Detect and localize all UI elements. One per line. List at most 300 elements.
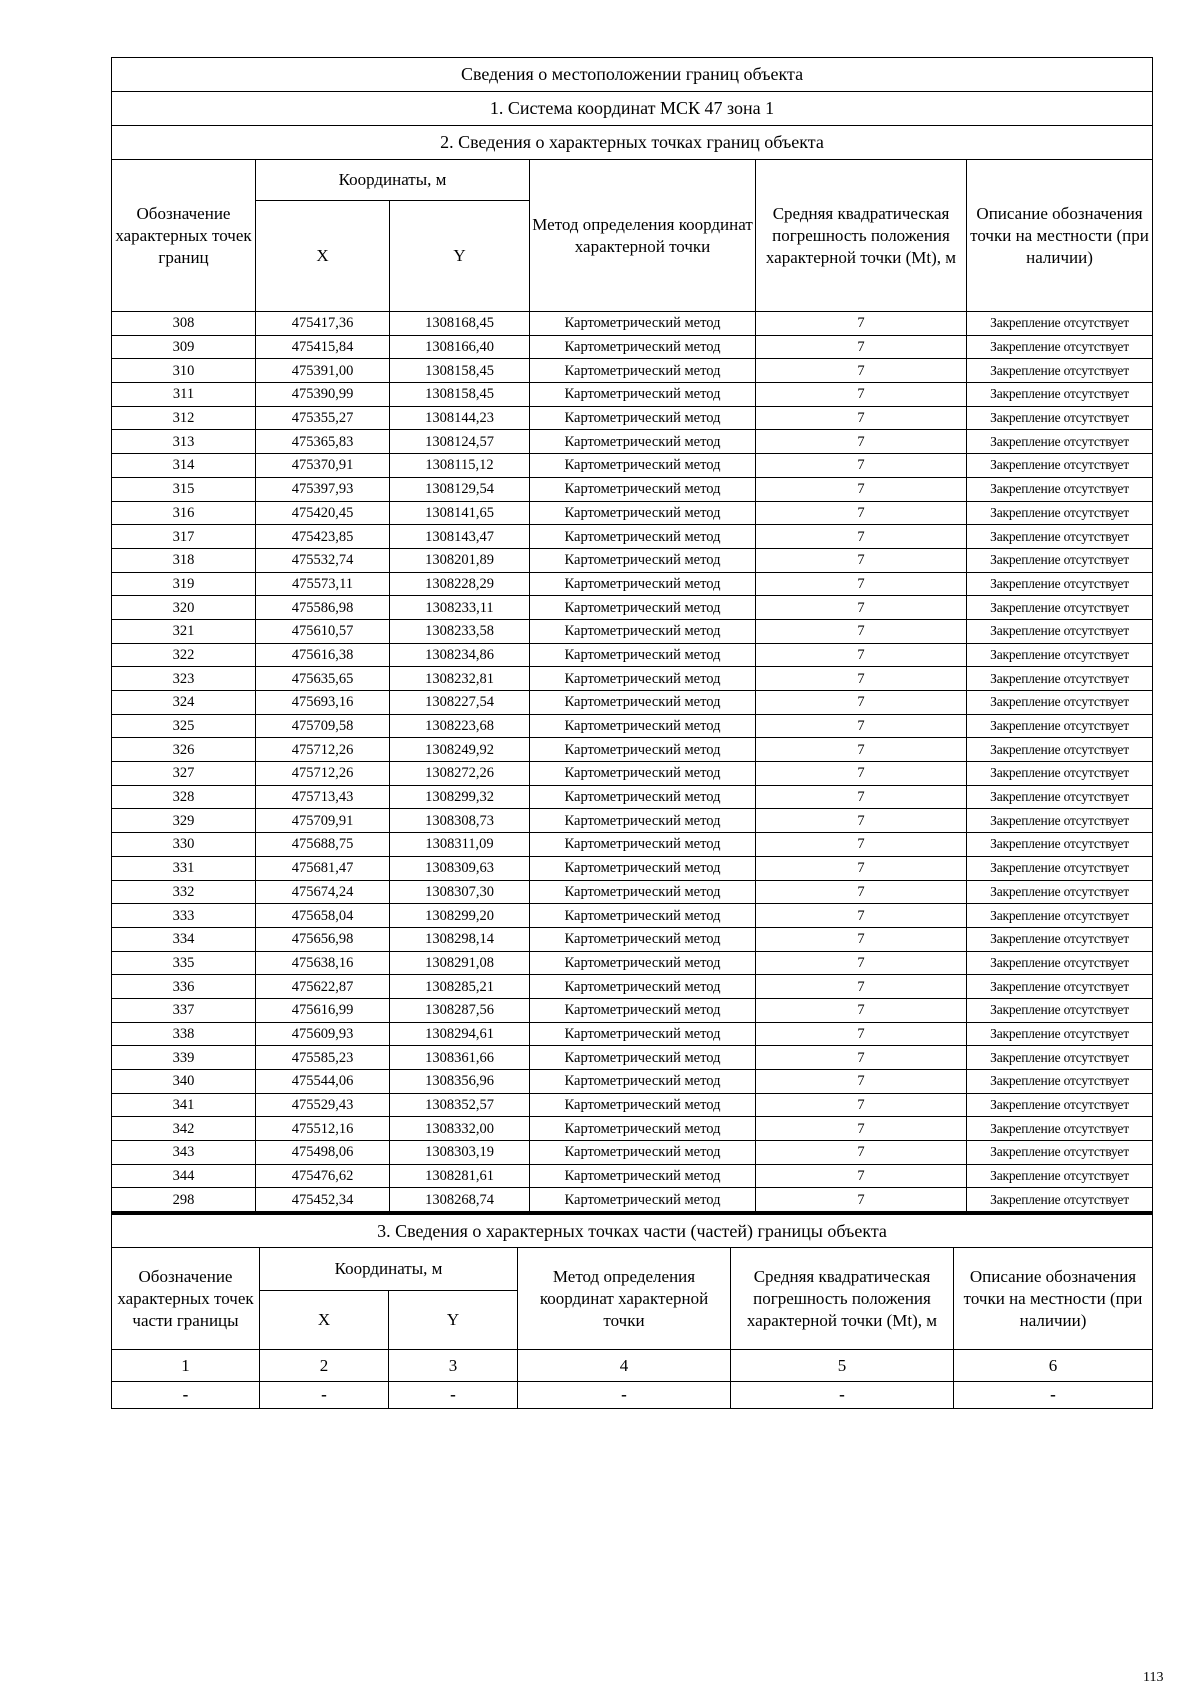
- empty-cell: -: [731, 1382, 954, 1409]
- table-row: [112, 1070, 1153, 1094]
- cell-y-coordinate: 1308227,54: [390, 691, 530, 715]
- document-sheet: [111, 57, 1152, 1409]
- cell-y-coordinate: 1308232,81: [390, 667, 530, 691]
- cell-y-coordinate: 1308201,89: [390, 548, 530, 572]
- empty-cell: -: [518, 1382, 731, 1409]
- cell-description: Закрепление отсутствует: [967, 312, 1153, 336]
- cell-method: Картометрический метод: [530, 1164, 756, 1188]
- cell-error-value: 7: [756, 880, 967, 904]
- cell-description: Закрепление отсутствует: [967, 904, 1153, 928]
- cell-y-coordinate: 1308158,45: [390, 383, 530, 407]
- cell-description: Закрепление отсутствует: [967, 856, 1153, 880]
- cell-point-id: 330: [112, 833, 256, 857]
- cell-point-id: 343: [112, 1141, 256, 1165]
- cell-description: Закрепление отсутствует: [967, 1093, 1153, 1117]
- cell-y-coordinate: 1308303,19: [390, 1141, 530, 1165]
- cell-method: Картометрический метод: [530, 1093, 756, 1117]
- table-row: [112, 927, 1153, 951]
- cell-x-coordinate: 475391,00: [256, 359, 390, 383]
- column-number: 3: [389, 1350, 518, 1382]
- cell-description: Закрепление отсутствует: [967, 335, 1153, 359]
- cell-error-value: 7: [756, 809, 967, 833]
- cell-y-coordinate: 1308166,40: [390, 335, 530, 359]
- cell-method: Картометрический метод: [530, 856, 756, 880]
- table-row: [112, 691, 1153, 715]
- cell-description: Закрепление отсутствует: [967, 454, 1153, 478]
- cell-x-coordinate: 475609,93: [256, 1022, 390, 1046]
- cell-method: Картометрический метод: [530, 477, 756, 501]
- table-row: [112, 359, 1153, 383]
- cell-method: Картометрический метод: [530, 738, 756, 762]
- cell-description: Закрепление отсутствует: [967, 1022, 1153, 1046]
- empty-cell: -: [954, 1382, 1153, 1409]
- cell-description: Закрепление отсутствует: [967, 785, 1153, 809]
- header-point: Обозначение характерных точек границ: [112, 160, 256, 312]
- cell-point-id: 298: [112, 1188, 256, 1212]
- cell-description: Закрепление отсутствует: [967, 643, 1153, 667]
- table-row: [112, 785, 1153, 809]
- cell-error-value: 7: [756, 1164, 967, 1188]
- cell-error-value: 7: [756, 1141, 967, 1165]
- cell-method: Картометрический метод: [530, 904, 756, 928]
- cell-x-coordinate: 475544,06: [256, 1070, 390, 1094]
- cell-x-coordinate: 475585,23: [256, 1046, 390, 1070]
- cell-method: Картометрический метод: [530, 691, 756, 715]
- cell-error-value: 7: [756, 596, 967, 620]
- table-row: [112, 880, 1153, 904]
- table-row: [112, 619, 1153, 643]
- cell-point-id: 313: [112, 430, 256, 454]
- table-row: [112, 1046, 1153, 1070]
- section-2-heading: 2. Сведения о характерных точках границ объекта: [112, 126, 1153, 160]
- table-row: [112, 406, 1153, 430]
- cell-description: Закрепление отсутствует: [967, 596, 1153, 620]
- cell-description: Закрепление отсутствует: [967, 667, 1153, 691]
- table-row: [112, 596, 1153, 620]
- cell-point-id: 341: [112, 1093, 256, 1117]
- cell-x-coordinate: 475573,11: [256, 572, 390, 596]
- cell-y-coordinate: 1308309,63: [390, 856, 530, 880]
- cell-x-coordinate: 475713,43: [256, 785, 390, 809]
- cell-error-value: 7: [756, 406, 967, 430]
- cell-description: Закрепление отсутствует: [967, 406, 1153, 430]
- cell-point-id: 322: [112, 643, 256, 667]
- cell-x-coordinate: 475397,93: [256, 477, 390, 501]
- cell-description: Закрепление отсутствует: [967, 548, 1153, 572]
- cell-error-value: 7: [756, 833, 967, 857]
- cell-y-coordinate: 1308268,74: [390, 1188, 530, 1212]
- header3-y: Y: [389, 1291, 518, 1350]
- table-row: [112, 1164, 1153, 1188]
- cell-y-coordinate: 1308168,45: [390, 312, 530, 336]
- cell-y-coordinate: 1308287,56: [390, 998, 530, 1022]
- column-number: 2: [260, 1350, 389, 1382]
- cell-error-value: 7: [756, 572, 967, 596]
- cell-point-id: 309: [112, 335, 256, 359]
- cell-method: Картометрический метод: [530, 1117, 756, 1141]
- cell-x-coordinate: 475532,74: [256, 548, 390, 572]
- header3-method: Метод определения координат характерной точки: [518, 1248, 731, 1350]
- cell-x-coordinate: 475610,57: [256, 619, 390, 643]
- cell-y-coordinate: 1308361,66: [390, 1046, 530, 1070]
- cell-error-value: 7: [756, 359, 967, 383]
- cell-y-coordinate: 1308299,20: [390, 904, 530, 928]
- cell-x-coordinate: 475390,99: [256, 383, 390, 407]
- cell-description: Закрепление отсутствует: [967, 1188, 1153, 1212]
- cell-x-coordinate: 475712,26: [256, 762, 390, 786]
- cell-description: Закрепление отсутствует: [967, 1164, 1153, 1188]
- cell-method: Картометрический метод: [530, 1070, 756, 1094]
- cell-description: Закрепление отсутствует: [967, 691, 1153, 715]
- cell-error-value: 7: [756, 762, 967, 786]
- column-number-row: [112, 1350, 1153, 1382]
- table-row: [112, 762, 1153, 786]
- document-title: Сведения о местоположении границ объекта: [112, 58, 1153, 92]
- cell-method: Картометрический метод: [530, 525, 756, 549]
- cell-error-value: 7: [756, 1117, 967, 1141]
- empty-data-row: [112, 1382, 1153, 1409]
- cell-error-value: 7: [756, 477, 967, 501]
- part-boundary-points-table: [111, 1212, 1153, 1409]
- cell-x-coordinate: 475452,34: [256, 1188, 390, 1212]
- table-row: [112, 312, 1153, 336]
- cell-point-id: 333: [112, 904, 256, 928]
- cell-description: Закрепление отсутствует: [967, 572, 1153, 596]
- cell-y-coordinate: 1308356,96: [390, 1070, 530, 1094]
- cell-method: Картометрический метод: [530, 667, 756, 691]
- points-table-body: [112, 312, 1153, 1212]
- cell-error-value: 7: [756, 975, 967, 999]
- cell-method: Картометрический метод: [530, 809, 756, 833]
- table-row: [112, 975, 1153, 999]
- cell-error-value: 7: [756, 927, 967, 951]
- cell-y-coordinate: 1308144,23: [390, 406, 530, 430]
- cell-error-value: 7: [756, 501, 967, 525]
- cell-method: Картометрический метод: [530, 454, 756, 478]
- cell-method: Картометрический метод: [530, 1022, 756, 1046]
- cell-y-coordinate: 1308228,29: [390, 572, 530, 596]
- table-row: [112, 714, 1153, 738]
- cell-point-id: 312: [112, 406, 256, 430]
- section-1-heading: 1. Система координат МСК 47 зона 1: [112, 92, 1153, 126]
- cell-description: Закрепление отсутствует: [967, 430, 1153, 454]
- cell-x-coordinate: 475635,65: [256, 667, 390, 691]
- cell-x-coordinate: 475616,38: [256, 643, 390, 667]
- table-row: [112, 667, 1153, 691]
- section-3-heading: 3. Сведения о характерных точках части (частей) границы объекта: [112, 1214, 1153, 1248]
- cell-error-value: 7: [756, 951, 967, 975]
- cell-x-coordinate: 475622,87: [256, 975, 390, 999]
- header3-coordinates: Координаты, м: [260, 1248, 518, 1291]
- table-row: [112, 643, 1153, 667]
- cell-error-value: 7: [756, 383, 967, 407]
- table-row: [112, 572, 1153, 596]
- cell-point-id: 314: [112, 454, 256, 478]
- table-row: [112, 1022, 1153, 1046]
- cell-x-coordinate: 475693,16: [256, 691, 390, 715]
- cell-method: Картометрический метод: [530, 501, 756, 525]
- cell-x-coordinate: 475709,58: [256, 714, 390, 738]
- table-row: [112, 904, 1153, 928]
- cell-y-coordinate: 1308223,68: [390, 714, 530, 738]
- empty-cell: -: [260, 1382, 389, 1409]
- cell-y-coordinate: 1308285,21: [390, 975, 530, 999]
- cell-x-coordinate: 475616,99: [256, 998, 390, 1022]
- cell-x-coordinate: 475365,83: [256, 430, 390, 454]
- cell-x-coordinate: 475355,27: [256, 406, 390, 430]
- cell-point-id: 344: [112, 1164, 256, 1188]
- header-description: Описание обозначения точки на местности (при наличии): [967, 160, 1153, 312]
- table-row: [112, 809, 1153, 833]
- cell-y-coordinate: 1308143,47: [390, 525, 530, 549]
- cell-y-coordinate: 1308307,30: [390, 880, 530, 904]
- table-row: [112, 998, 1153, 1022]
- header-y: Y: [390, 201, 530, 312]
- cell-error-value: 7: [756, 1093, 967, 1117]
- cell-point-id: 329: [112, 809, 256, 833]
- cell-description: Закрепление отсутствует: [967, 833, 1153, 857]
- cell-y-coordinate: 1308272,26: [390, 762, 530, 786]
- cell-x-coordinate: 475529,43: [256, 1093, 390, 1117]
- cell-method: Картометрический метод: [530, 714, 756, 738]
- table-row: [112, 951, 1153, 975]
- cell-point-id: 337: [112, 998, 256, 1022]
- cell-y-coordinate: 1308249,92: [390, 738, 530, 762]
- cell-method: Картометрический метод: [530, 572, 756, 596]
- header3-point: Обозначение характерных точек части границы: [112, 1248, 260, 1350]
- table-row: [112, 501, 1153, 525]
- cell-description: Закрепление отсутствует: [967, 1117, 1153, 1141]
- cell-method: Картометрический метод: [530, 619, 756, 643]
- table-row: [112, 430, 1153, 454]
- header-x: X: [256, 201, 390, 312]
- cell-x-coordinate: 475709,91: [256, 809, 390, 833]
- cell-point-id: 331: [112, 856, 256, 880]
- cell-point-id: 334: [112, 927, 256, 951]
- table-row: [112, 454, 1153, 478]
- cell-y-coordinate: 1308332,00: [390, 1117, 530, 1141]
- cell-method: Картометрический метод: [530, 975, 756, 999]
- cell-y-coordinate: 1308233,11: [390, 596, 530, 620]
- header3-x: X: [260, 1291, 389, 1350]
- table-row: [112, 856, 1153, 880]
- cell-description: Закрепление отсутствует: [967, 880, 1153, 904]
- header-method: Метод определения координат характерной точки: [530, 160, 756, 312]
- table-row: [112, 1093, 1153, 1117]
- cell-description: Закрепление отсутствует: [967, 1046, 1153, 1070]
- page-number: 113: [1143, 1670, 1164, 1685]
- cell-error-value: 7: [756, 714, 967, 738]
- cell-error-value: 7: [756, 454, 967, 478]
- cell-point-id: 318: [112, 548, 256, 572]
- cell-error-value: 7: [756, 904, 967, 928]
- cell-y-coordinate: 1308234,86: [390, 643, 530, 667]
- cell-error-value: 7: [756, 619, 967, 643]
- cell-x-coordinate: 475423,85: [256, 525, 390, 549]
- cell-method: Картометрический метод: [530, 998, 756, 1022]
- cell-method: Картометрический метод: [530, 406, 756, 430]
- cell-y-coordinate: 1308115,12: [390, 454, 530, 478]
- cell-error-value: 7: [756, 1188, 967, 1212]
- cell-point-id: 321: [112, 619, 256, 643]
- cell-description: Закрепление отсутствует: [967, 738, 1153, 762]
- cell-point-id: 317: [112, 525, 256, 549]
- cell-method: Картометрический метод: [530, 643, 756, 667]
- cell-error-value: 7: [756, 667, 967, 691]
- cell-x-coordinate: 475417,36: [256, 312, 390, 336]
- cell-error-value: 7: [756, 335, 967, 359]
- table-row: [112, 383, 1153, 407]
- cell-error-value: 7: [756, 1046, 967, 1070]
- cell-error-value: 7: [756, 691, 967, 715]
- header3-description: Описание обозначения точки на местности (при наличии): [954, 1248, 1153, 1350]
- table-row: [112, 833, 1153, 857]
- cell-x-coordinate: 475370,91: [256, 454, 390, 478]
- table-row: [112, 525, 1153, 549]
- cell-x-coordinate: 475476,62: [256, 1164, 390, 1188]
- cell-x-coordinate: 475712,26: [256, 738, 390, 762]
- cell-y-coordinate: 1308352,57: [390, 1093, 530, 1117]
- cell-point-id: 339: [112, 1046, 256, 1070]
- cell-y-coordinate: 1308308,73: [390, 809, 530, 833]
- cell-method: Картометрический метод: [530, 596, 756, 620]
- cell-error-value: 7: [756, 856, 967, 880]
- cell-point-id: 342: [112, 1117, 256, 1141]
- cell-description: Закрепление отсутствует: [967, 714, 1153, 738]
- cell-description: Закрепление отсутствует: [967, 383, 1153, 407]
- cell-x-coordinate: 475498,06: [256, 1141, 390, 1165]
- cell-method: Картометрический метод: [530, 1188, 756, 1212]
- cell-method: Картометрический метод: [530, 927, 756, 951]
- cell-point-id: 332: [112, 880, 256, 904]
- cell-method: Картометрический метод: [530, 383, 756, 407]
- cell-method: Картометрический метод: [530, 880, 756, 904]
- cell-y-coordinate: 1308298,14: [390, 927, 530, 951]
- cell-error-value: 7: [756, 548, 967, 572]
- cell-error-value: 7: [756, 643, 967, 667]
- cell-point-id: 323: [112, 667, 256, 691]
- cell-y-coordinate: 1308311,09: [390, 833, 530, 857]
- cell-x-coordinate: 475586,98: [256, 596, 390, 620]
- cell-description: Закрепление отсутствует: [967, 501, 1153, 525]
- table-row: [112, 1117, 1153, 1141]
- cell-y-coordinate: 1308158,45: [390, 359, 530, 383]
- cell-description: Закрепление отсутствует: [967, 762, 1153, 786]
- cell-point-id: 325: [112, 714, 256, 738]
- column-number: 5: [731, 1350, 954, 1382]
- cell-x-coordinate: 475638,16: [256, 951, 390, 975]
- cell-point-id: 311: [112, 383, 256, 407]
- cell-method: Картометрический метод: [530, 1141, 756, 1165]
- table-row: [112, 548, 1153, 572]
- cell-description: Закрепление отсутствует: [967, 998, 1153, 1022]
- cell-error-value: 7: [756, 525, 967, 549]
- boundary-points-table: [111, 57, 1153, 1212]
- header-coordinates: Координаты, м: [256, 160, 530, 201]
- cell-point-id: 315: [112, 477, 256, 501]
- cell-y-coordinate: 1308281,61: [390, 1164, 530, 1188]
- cell-description: Закрепление отсутствует: [967, 619, 1153, 643]
- column-number: 4: [518, 1350, 731, 1382]
- cell-x-coordinate: 475656,98: [256, 927, 390, 951]
- table-row: [112, 738, 1153, 762]
- cell-error-value: 7: [756, 1022, 967, 1046]
- table-row: [112, 1141, 1153, 1165]
- empty-cell: -: [389, 1382, 518, 1409]
- cell-error-value: 7: [756, 1070, 967, 1094]
- cell-error-value: 7: [756, 738, 967, 762]
- empty-cell: -: [112, 1382, 260, 1409]
- cell-method: Картометрический метод: [530, 312, 756, 336]
- column-number: 6: [954, 1350, 1153, 1382]
- cell-method: Картометрический метод: [530, 335, 756, 359]
- cell-point-id: 328: [112, 785, 256, 809]
- table-row: [112, 335, 1153, 359]
- cell-x-coordinate: 475688,75: [256, 833, 390, 857]
- cell-x-coordinate: 475415,84: [256, 335, 390, 359]
- cell-error-value: 7: [756, 998, 967, 1022]
- cell-description: Закрепление отсутствует: [967, 1141, 1153, 1165]
- cell-point-id: 324: [112, 691, 256, 715]
- column-number: 1: [112, 1350, 260, 1382]
- cell-point-id: 338: [112, 1022, 256, 1046]
- cell-point-id: 327: [112, 762, 256, 786]
- cell-y-coordinate: 1308294,61: [390, 1022, 530, 1046]
- cell-description: Закрепление отсутствует: [967, 951, 1153, 975]
- cell-x-coordinate: 475674,24: [256, 880, 390, 904]
- cell-method: Картометрический метод: [530, 785, 756, 809]
- cell-point-id: 340: [112, 1070, 256, 1094]
- cell-x-coordinate: 475681,47: [256, 856, 390, 880]
- cell-y-coordinate: 1308129,54: [390, 477, 530, 501]
- cell-description: Закрепление отсутствует: [967, 359, 1153, 383]
- cell-method: Картометрический метод: [530, 951, 756, 975]
- cell-method: Картометрический метод: [530, 430, 756, 454]
- cell-method: Картометрический метод: [530, 359, 756, 383]
- cell-point-id: 310: [112, 359, 256, 383]
- cell-point-id: 336: [112, 975, 256, 999]
- cell-method: Картометрический метод: [530, 833, 756, 857]
- cell-y-coordinate: 1308291,08: [390, 951, 530, 975]
- cell-description: Закрепление отсутствует: [967, 809, 1153, 833]
- header3-error: Средняя квадратическая погрешность положения характерной точки (Mt), м: [731, 1248, 954, 1350]
- cell-error-value: 7: [756, 785, 967, 809]
- cell-error-value: 7: [756, 430, 967, 454]
- table-row: [112, 477, 1153, 501]
- cell-description: Закрепление отсутствует: [967, 525, 1153, 549]
- cell-method: Картометрический метод: [530, 1046, 756, 1070]
- cell-description: Закрепление отсутствует: [967, 927, 1153, 951]
- cell-method: Картометрический метод: [530, 762, 756, 786]
- cell-description: Закрепление отсутствует: [967, 975, 1153, 999]
- header-error: Средняя квадратическая погрешность положения характерной точки (Mt), м: [756, 160, 967, 312]
- table-row: [112, 1188, 1153, 1212]
- cell-point-id: 308: [112, 312, 256, 336]
- cell-y-coordinate: 1308299,32: [390, 785, 530, 809]
- cell-point-id: 326: [112, 738, 256, 762]
- cell-method: Картометрический метод: [530, 548, 756, 572]
- cell-point-id: 319: [112, 572, 256, 596]
- cell-point-id: 320: [112, 596, 256, 620]
- cell-x-coordinate: 475512,16: [256, 1117, 390, 1141]
- cell-description: Закрепление отсутствует: [967, 477, 1153, 501]
- cell-x-coordinate: 475658,04: [256, 904, 390, 928]
- cell-point-id: 316: [112, 501, 256, 525]
- cell-y-coordinate: 1308124,57: [390, 430, 530, 454]
- cell-error-value: 7: [756, 312, 967, 336]
- cell-description: Закрепление отсутствует: [967, 1070, 1153, 1094]
- cell-x-coordinate: 475420,45: [256, 501, 390, 525]
